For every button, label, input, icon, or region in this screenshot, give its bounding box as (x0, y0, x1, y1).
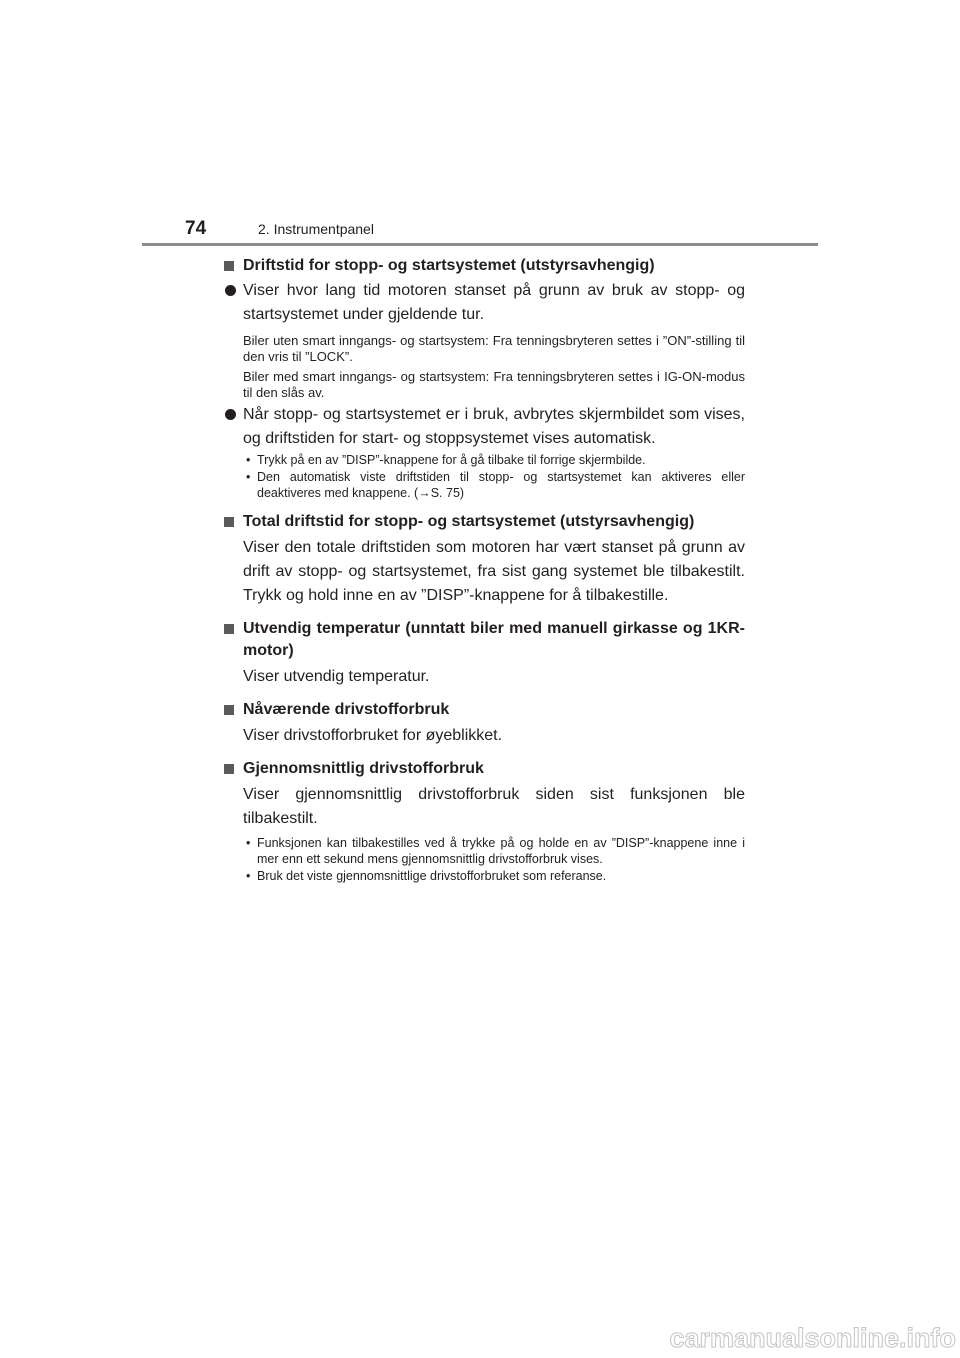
sub-bullet-item: • Den automatisk viste driftstiden til stopp- og startsystemet kan aktiveres eller deaktiveres med knappene. (→S. 75) (246, 470, 745, 500)
small-bullet-icon: • (246, 869, 251, 883)
circle-bullet-icon (225, 285, 236, 296)
header-rule (142, 243, 818, 246)
section-heading: Gjennomsnittlig drivstofforbruk (224, 758, 745, 780)
small-bullet-icon: • (246, 836, 251, 850)
section-body: Viser den totale driftstiden som motoren har vært stanset på grunn av drift av stopp- og startsystemet, fra sist gang systemet ble tilbakestilt. Trykk og hold inne en av ”DISP”-knappene for å tilbakestille. (243, 539, 745, 604)
square-bullet-icon (224, 261, 234, 271)
section-heading: Utvendig temperatur (unntatt biler med manuell girkasse og 1KR-motor) (224, 618, 745, 662)
page-number: 74 (185, 218, 207, 239)
sub-bullet-item: • Trykk på en av ”DISP”-knappene for å gå tilbake til forrige skjermbilde. (246, 453, 646, 467)
section-body: Viser gjennomsnittlig drivstofforbruk siden sist funksjonen ble tilbakestilt. (243, 786, 745, 827)
square-bullet-icon (224, 517, 234, 527)
bullet-item: Viser hvor lang tid motoren stanset på grunn av bruk av stopp- og startsystemet under gjeldende tur. (224, 279, 745, 327)
square-bullet-icon (224, 764, 234, 774)
note-text: Biler uten smart inngangs- og startsystem: Fra tenningsbryteren settes i ”ON”-stilling til den vris til ”LOCK”. (243, 333, 745, 364)
sub-bullet-item: • Bruk det viste gjennomsnittlige drivstofforbruket som referanse. (246, 869, 607, 883)
section-total (224, 511, 745, 608)
section-heading: Nåværende drivstofforbruk (224, 699, 745, 721)
svg-text:carmanualsonline.info: carmanualsonline.info (669, 1323, 956, 1353)
watermark-logo (568, 1322, 958, 1354)
chapter-title: 2. Instrumentpanel (258, 221, 374, 237)
section-temperature (224, 618, 745, 689)
circle-bullet-icon (225, 409, 236, 420)
note-text: Biler med smart inngangs- og startsystem: Fra tenningsbryteren settes i IG-ON-modus til den slås av. (243, 369, 745, 400)
square-bullet-icon (224, 705, 234, 715)
section-driftstid (224, 255, 745, 501)
section-heading: Total driftstid for stopp- og startsystemet (utstyrsavhengig) (224, 511, 745, 533)
section-heading: Driftstid for stopp- og startsystemet (utstyrsavhengig) (224, 255, 745, 277)
bullet-item: Når stopp- og startsystemet er i bruk, avbrytes skjermbildet som vises, og driftstiden for start- og stoppsystemet vises automatisk. (224, 403, 745, 451)
section-body: Viser utvendig temperatur. (243, 668, 430, 685)
small-bullet-icon: • (246, 470, 251, 484)
small-bullet-icon: • (246, 453, 251, 467)
section-body: Viser drivstofforbruket for øyeblikket. (243, 727, 503, 744)
section-average-consumption (224, 758, 745, 884)
square-bullet-icon (224, 624, 234, 634)
sub-bullet-item: • Funksjonen kan tilbakestilles ved å trykke på og holde en av ”DISP”-knappene inne i mer enn ett sekund mens gjennomsnittlig drivstofforbruk vises. (246, 836, 745, 866)
page-content (224, 255, 745, 894)
section-current-consumption (224, 699, 745, 748)
